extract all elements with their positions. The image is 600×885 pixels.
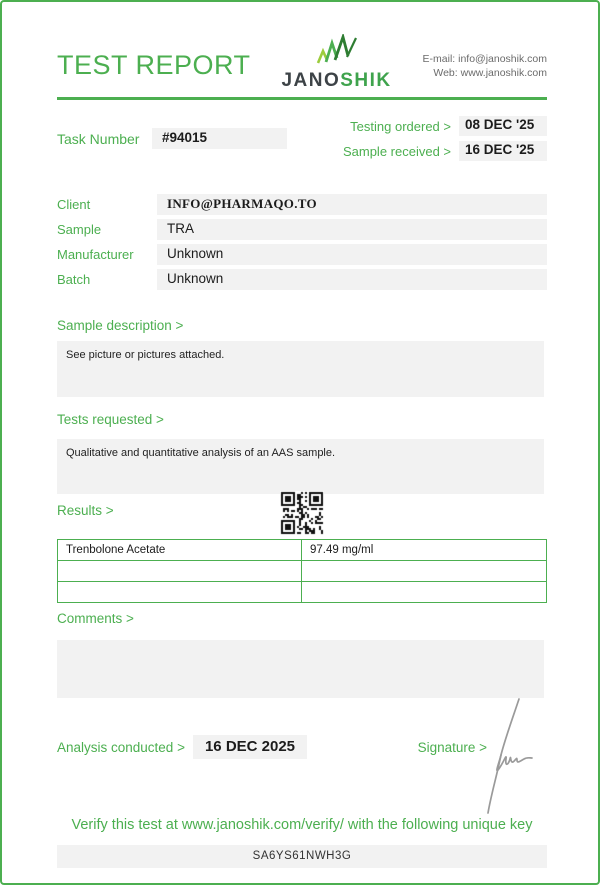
comments-box	[57, 640, 544, 698]
logo-chart-icon	[314, 34, 360, 71]
contact-info	[423, 30, 547, 80]
task-number-group	[57, 116, 287, 161]
sample-value: TRA	[157, 219, 547, 240]
table-row	[58, 582, 547, 603]
verify-text: Verify this test at www.janoshik.com/verify/ with the following unique key	[71, 817, 533, 833]
task-row	[57, 116, 547, 161]
logo-text-green: SHIK	[340, 70, 392, 91]
comments-label: Comments >	[57, 611, 134, 626]
batch-label: Batch	[57, 272, 91, 287]
client-label: Client	[57, 197, 91, 212]
client-value: INFO@PHARMAQO.TO	[157, 194, 547, 215]
results-table	[57, 539, 547, 603]
detail-row-client	[57, 194, 547, 215]
sample-label: Sample	[57, 222, 102, 237]
sample-received-value: 16 DEC '25	[459, 141, 547, 161]
sample-description-box: See picture or pictures attached.	[57, 341, 544, 397]
task-number-value: #94015	[152, 128, 287, 149]
analysis-date-value: 16 DEC 2025	[193, 735, 307, 759]
sample-received-label: Sample received >	[342, 143, 451, 159]
page-title: TEST REPORT	[57, 50, 251, 80]
table-row	[58, 540, 547, 561]
manufacturer-value: Unknown	[157, 244, 547, 265]
result-value: 97.49 mg/ml	[302, 540, 547, 561]
detail-row-manufacturer	[57, 244, 547, 265]
testing-ordered-value: 08 DEC '25	[459, 116, 547, 136]
contact-email: E-mail: info@janoshik.com	[422, 53, 547, 65]
header	[57, 30, 547, 91]
sample-received-row	[343, 141, 547, 161]
logo-text	[281, 71, 391, 91]
detail-row-batch	[57, 269, 547, 290]
result-substance	[58, 582, 302, 603]
result-substance: Trenbolone Acetate	[58, 540, 302, 561]
header-divider	[57, 97, 547, 100]
signature-label: Signature >	[417, 739, 487, 755]
sample-description-label: Sample description >	[57, 318, 184, 333]
testing-ordered-label: Testing ordered >	[350, 118, 451, 134]
testing-ordered-row	[343, 116, 547, 136]
contact-web: Web: www.janoshik.com	[433, 67, 547, 79]
results-label: Results >	[57, 503, 114, 518]
task-number-label: Task Number	[57, 130, 140, 147]
logo-text-dark: JANO	[281, 70, 341, 91]
analysis-conducted-label: Analysis conducted >	[57, 739, 185, 755]
signature-image	[474, 695, 536, 817]
details-list	[57, 194, 547, 290]
dates-group	[343, 116, 547, 161]
result-value	[302, 582, 547, 603]
tests-requested-box: Qualitative and quantitative analysis of an AAS sample.	[57, 439, 544, 494]
result-value	[302, 561, 547, 582]
tests-requested-label: Tests requested >	[57, 412, 164, 427]
detail-row-sample	[57, 219, 547, 240]
qr-code-icon	[280, 491, 324, 535]
logo	[281, 30, 391, 91]
verify-key: SA6YS61NWH3G	[57, 845, 547, 868]
result-substance	[58, 561, 302, 582]
table-row	[58, 561, 547, 582]
batch-value: Unknown	[157, 269, 547, 290]
manufacturer-label: Manufacturer	[57, 247, 134, 262]
